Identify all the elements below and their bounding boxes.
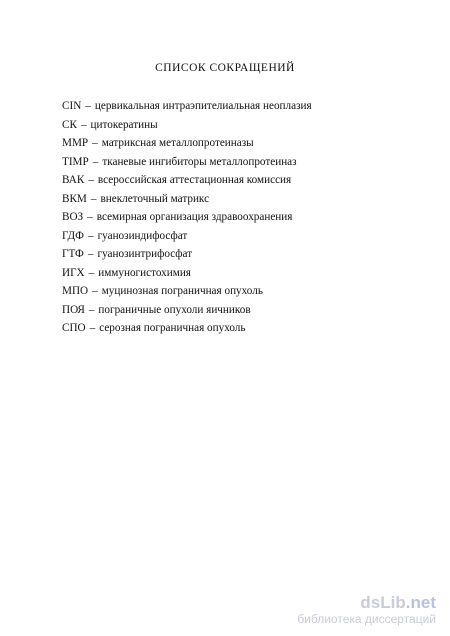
dash-separator: – xyxy=(88,303,95,316)
abbreviation-item xyxy=(62,116,402,135)
abbreviation-list xyxy=(62,97,402,338)
abbreviation-term: СК xyxy=(62,118,77,131)
abbreviation-definition: всемирная организация здравоохранения xyxy=(96,211,293,223)
abbreviation-term: TIMP xyxy=(62,155,89,168)
abbreviation-item xyxy=(62,97,402,116)
dash-separator: – xyxy=(87,248,94,260)
dash-separator: – xyxy=(85,100,91,112)
abbreviation-item xyxy=(62,319,402,338)
abbreviation-term: ВОЗ xyxy=(62,211,84,223)
dash-separator: – xyxy=(90,192,97,205)
abbreviation-item xyxy=(62,301,402,320)
dash-separator: – xyxy=(92,285,98,297)
abbreviation-item xyxy=(62,171,402,190)
abbreviation-term: ГДФ xyxy=(62,229,84,242)
dash-separator: – xyxy=(92,155,99,168)
dash-separator: – xyxy=(87,229,94,242)
abbreviation-term: ВАК xyxy=(62,174,85,186)
page-title: СПИСОК СОКРАЩЕНИЙ xyxy=(155,62,295,74)
dash-separator: – xyxy=(88,174,94,186)
abbreviation-definition: гуанозиндифосфат xyxy=(97,229,188,242)
abbreviation-definition: цитокератины xyxy=(90,118,158,131)
abbreviation-item xyxy=(62,245,402,264)
dash-separator: – xyxy=(88,266,95,279)
abbreviation-term: ИГХ xyxy=(62,266,85,279)
abbreviation-item xyxy=(62,282,402,301)
abbreviation-definition: гуанозинтрифосфат xyxy=(97,248,193,260)
abbreviation-definition: тканевые ингибиторы металлопротеиназ xyxy=(102,155,297,168)
abbreviation-definition: иммуногистохимия xyxy=(98,266,191,279)
abbreviation-term: МПО xyxy=(62,285,89,297)
abbreviation-item xyxy=(62,190,402,209)
abbreviation-item xyxy=(62,134,402,153)
abbreviation-item xyxy=(62,208,402,227)
abbreviation-term: ММР xyxy=(62,137,89,149)
watermark-logo-domain: .net xyxy=(405,593,436,612)
abbreviation-term: СПО xyxy=(62,322,86,334)
abbreviation-item xyxy=(62,264,402,283)
abbreviation-definition: всероссийская аттестационная комиссия xyxy=(97,174,292,186)
dash-separator: – xyxy=(80,118,87,131)
watermark-subtitle: библиотека диссертаций xyxy=(297,612,436,626)
abbreviation-definition: муцинозная пограничная опухоль xyxy=(101,285,263,297)
abbreviation-definition: матриксная металлопротеиназы xyxy=(101,137,254,149)
dash-separator: – xyxy=(87,211,93,223)
abbreviation-definition: цервикальная интраэпителиальная неоплазия xyxy=(94,100,312,112)
abbreviation-item xyxy=(62,227,402,246)
abbreviation-item xyxy=(62,153,402,172)
dash-separator: – xyxy=(92,137,98,149)
abbreviation-definition: внеклеточный матрикс xyxy=(100,192,210,205)
abbreviation-term: ПОЯ xyxy=(62,303,85,316)
abbreviation-term: CIN xyxy=(62,100,82,112)
abbreviation-term: ВКМ xyxy=(62,192,87,205)
abbreviation-definition: пограничные опухоли яичников xyxy=(98,303,251,316)
watermark-logo-text: dsLib xyxy=(360,593,406,612)
watermark-logo xyxy=(297,594,436,612)
dash-separator: – xyxy=(89,322,96,334)
abbreviation-definition: серозная пограничная опухоль xyxy=(99,322,246,334)
abbreviation-term: ГТФ xyxy=(62,248,84,260)
watermark xyxy=(297,594,436,626)
